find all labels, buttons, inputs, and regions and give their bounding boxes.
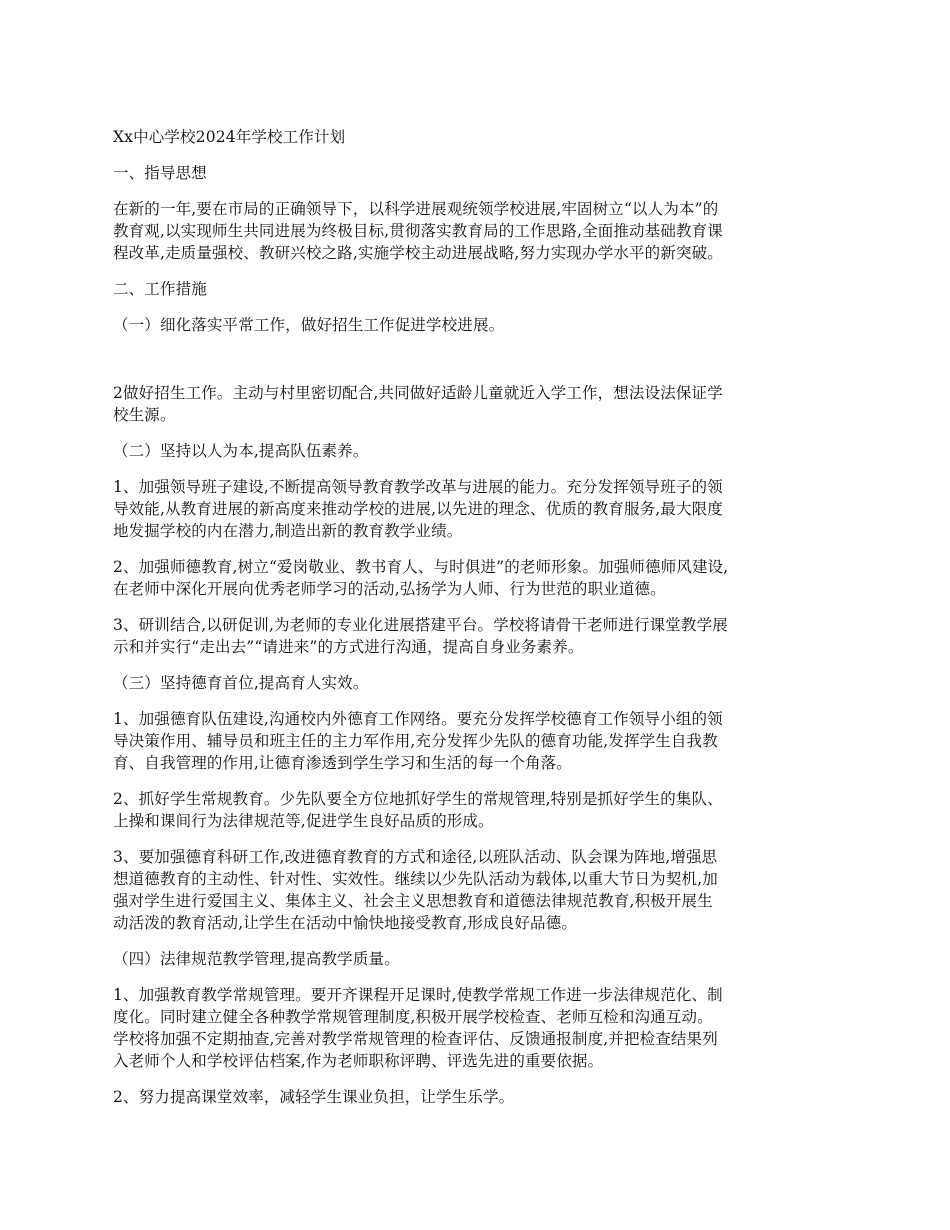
paragraph-research-training <box>113 614 843 658</box>
subheading-team-quality: （二）坚持以人为本,提高队伍素养。 <box>113 442 369 460</box>
paragraph-student-conduct <box>113 788 843 832</box>
paragraph-line: 2、加强师德教育,树立“爱岗敬业、教书育人、与时俱进”的老师形象。加强师德师风建设, <box>113 558 729 576</box>
paragraph-line: 1、加强教育教学常规管理。要开齐课程开足课时,使教学常规工作进一步法律规范化、制 <box>113 986 723 1004</box>
paragraph-line: 校生源。 <box>113 406 176 424</box>
paragraph-line: 2、抓好学生常规教育。少先队要全方位地抓好学生的常规管理,特别是抓好学生的集队、 <box>113 790 723 808</box>
paragraph-line: 在新的一年,要在市局的正确领导下，以科学进展观统领学校进展,牢固树立“以人为本”的 <box>113 200 719 218</box>
paragraph-moral-research <box>113 846 843 934</box>
paragraph-line: 上操和课间行为法律规范等,促进学生良好品质的形成。 <box>113 812 494 830</box>
paragraph-line: 3、研训结合,以研促训,为老师的专业化进展搭建平台。学校将请骨干老师进行课堂教学展 <box>113 616 728 634</box>
paragraph-line: 教育观,以实现师生共同进展为终极目标,贯彻落实教育局的工作思路,全面推动基础教育课 <box>113 222 723 240</box>
paragraph-line: 入老师个人和学校评估档案,作为老师职称评聘、评选先进的重要依据。 <box>113 1052 604 1070</box>
paragraph-line: 学校将加强不定期抽查,完善对教学常规管理的检查评估、反馈通报制度,并把检查结果列 <box>113 1030 718 1048</box>
paragraph-teacher-ethics <box>113 556 843 600</box>
paragraph-line: 想道德教育的主动性、针对性、实效性。继续以少先队活动为载体,以重大节日为契机,加 <box>113 870 718 888</box>
paragraph-moral-team <box>113 708 843 774</box>
paragraph-line: 导效能,从教育进展的新高度来推动学校的进展,以先进的理念、优质的教育服务,最大限度 <box>113 500 723 518</box>
subheading-enrollment: （一）细化落实平常工作，做好招生工作促进学校进展。 <box>113 316 505 334</box>
subheading-teaching-management: （四）法律规范教学管理,提高教学质量。 <box>113 950 400 968</box>
section-heading-guiding-ideology: 一、指导思想 <box>113 164 207 182</box>
paragraph-guiding-ideology <box>113 198 843 264</box>
paragraph-line: 动活泼的教育活动,让学生在活动中愉快地接受教育,形成良好品德。 <box>113 914 578 932</box>
paragraph-line: 度化。同时建立健全各种教学常规管理制度,积极开展学校检查、老师互检和沟通互动。 <box>113 1008 713 1026</box>
paragraph-line: 地发掘学校的内在潜力,制造出新的教育教学业绩。 <box>113 522 463 540</box>
paragraph-line: 3、要加强德育科研工作,改进德育教育的方式和途径,以班队活动、队会课为阵地,增强思 <box>113 848 718 866</box>
paragraph-line: 程改革,走质量强校、教研兴校之路,实施学校主动进展战略,努力实现办学水平的新突破。 <box>113 244 723 262</box>
subheading-moral-education: （三）坚持德育首位,提高育人实效。 <box>113 674 369 692</box>
paragraph-line: 1、加强领导班子建设,不断提高领导教育教学改革与进展的能力。充分发挥领导班子的领 <box>113 478 723 496</box>
paragraph-teaching-routine <box>113 984 843 1072</box>
section-heading-work-measures: 二、工作措施 <box>113 280 207 298</box>
paragraph-line: 2做好招生工作。主动与村里密切配合,共同做好适龄儿童就近入学工作，想法设法保证学 <box>113 384 723 402</box>
paragraph-line: 育、自我管理的作用,让德育渗透到学生学习和生活的每一个角落。 <box>113 754 572 772</box>
paragraph-enrollment <box>113 382 843 426</box>
paragraph-line: 强对学生进行爱国主义、集体主义、社会主义思想教育和道德法律规范教育,积极开展生 <box>113 892 713 910</box>
paragraph-line: 示和并实行“走出去”“请进来”的方式进行沟通，提高自身业务素养。 <box>113 638 584 656</box>
document-title: Xx中心学校2024年学校工作计划 <box>113 128 346 146</box>
paragraph-line: 在老师中深化开展向优秀老师学习的活动,弘扬学为人师、行为世范的职业道德。 <box>113 580 666 598</box>
paragraph-line: 导决策作用、辅导员和班主任的主力军作用,充分发挥少先队的德育功能,发挥学生自我教 <box>113 732 718 750</box>
paragraph-line: 1、加强德育队伍建设,沟通校内外德育工作网络。要充分发挥学校德育工作领导小组的领 <box>113 710 723 728</box>
paragraph-leadership <box>113 476 843 542</box>
paragraph-classroom-efficiency: 2、努力提高课堂效率，减轻学生课业负担，让学生乐学。 <box>113 1088 515 1106</box>
